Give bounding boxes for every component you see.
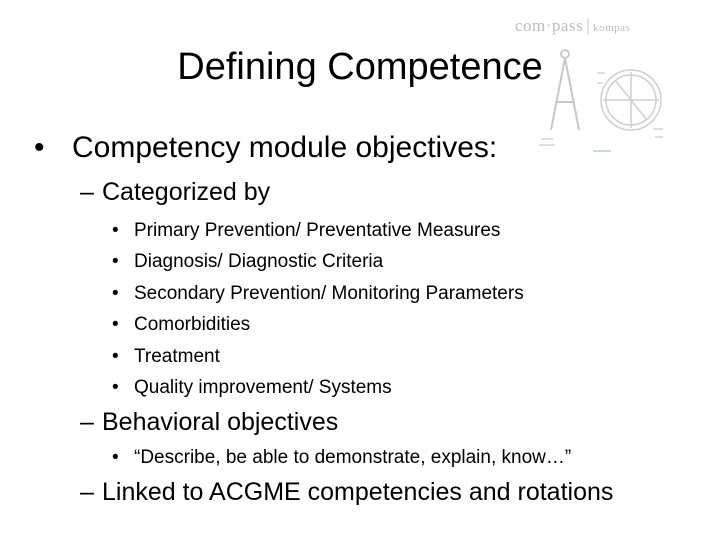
bullet-dot-icon: • xyxy=(34,131,45,164)
list-item-text: Comorbidities xyxy=(134,314,251,335)
slide-title: Defining Competence xyxy=(177,46,543,88)
list-item-text: Diagnosis/ Diagnostic Criteria xyxy=(134,251,384,272)
list-item xyxy=(112,250,383,274)
bullet-dot-icon: • xyxy=(112,447,119,468)
compass-drawing-icon xyxy=(505,10,720,170)
sub-bullet-categorized xyxy=(80,177,270,207)
list-item-text: “Describe, be able to demonstrate, explain, know…” xyxy=(134,447,572,468)
list-item-text: Secondary Prevention/ Monitoring Parameters xyxy=(134,283,524,304)
list-item xyxy=(112,446,571,470)
sub-bullet-linked xyxy=(80,477,613,507)
sub-bullet-text: Categorized by xyxy=(102,178,271,206)
bullet-dot-icon: • xyxy=(112,377,119,398)
sub-bullet-text: Behavioral objectives xyxy=(102,408,339,436)
list-item-text: Primary Prevention/ Preventative Measures xyxy=(134,220,501,241)
logo-separator: | xyxy=(586,16,591,35)
sub-bullet-text: Linked to ACGME competencies and rotations xyxy=(102,478,614,506)
list-item xyxy=(112,219,500,243)
bullet-dot-icon: • xyxy=(112,314,119,335)
logo-word-compass: com·pass xyxy=(515,16,584,35)
dash-icon: – xyxy=(80,178,94,206)
bullet-dot-icon: • xyxy=(112,346,119,367)
compass-logo xyxy=(505,10,720,170)
dash-icon: – xyxy=(80,478,94,506)
list-item xyxy=(112,313,250,337)
sub-bullet-behavioral xyxy=(80,407,338,437)
main-bullet-text: Competency module objectives: xyxy=(72,131,498,164)
dash-icon: – xyxy=(80,408,94,436)
main-bullet xyxy=(34,130,497,166)
list-item-text: Quality improvement/ Systems xyxy=(134,377,392,398)
list-item-text: Treatment xyxy=(134,346,220,367)
list-item xyxy=(112,345,220,369)
bullet-dot-icon: • xyxy=(112,251,119,272)
logo-word-kompas: kompas xyxy=(593,22,631,34)
list-item xyxy=(112,376,392,400)
list-item xyxy=(112,282,524,306)
bullet-dot-icon: • xyxy=(112,220,119,241)
bullet-dot-icon: • xyxy=(112,283,119,304)
